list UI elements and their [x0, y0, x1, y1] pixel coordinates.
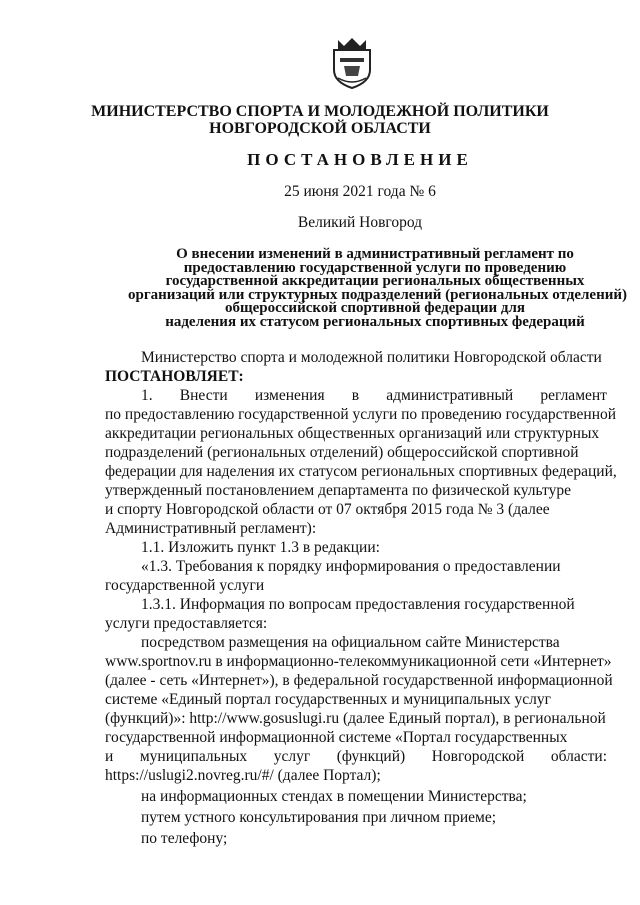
- date-number: 25 июня 2021 года № 6: [284, 183, 436, 200]
- oral-consult-item: путем устного консультирования при личном приеме;: [141, 809, 497, 826]
- word: услуг: [273, 748, 311, 765]
- word: (функций): [336, 748, 406, 765]
- city: Великий Новгород: [297, 214, 423, 231]
- site-line: (функций)»: http://www.gosuslugi.ru (далее Единый портал), в региональной: [105, 710, 606, 727]
- document-subject: [128, 246, 627, 330]
- ministry-name: [0, 103, 640, 137]
- subject-line: общероссийской спортивной федерации для: [224, 300, 526, 316]
- document-body: [105, 348, 617, 848]
- word: и: [105, 748, 114, 765]
- site-line: (далее - сеть «Интернет»), в федеральной государственной информационной: [105, 672, 613, 689]
- word: Внести: [179, 387, 228, 404]
- subject-line: О внесении изменений в административный регламент по: [176, 246, 574, 262]
- paragraph-1-3-line-2: государственной услуги: [105, 577, 265, 594]
- word: в: [351, 387, 360, 404]
- paragraph-1-line: федерации для наделения их статусом региональных спортивных федераций,: [105, 463, 617, 480]
- word: Новгородской: [431, 748, 525, 765]
- word: административный: [386, 387, 514, 404]
- site-line: www.sportnov.ru в информационно-телекоммуникационной сети «Интернет»: [105, 653, 612, 670]
- subject-line: государственной аккредитации региональных общественных: [165, 273, 585, 289]
- word: муниципальных: [139, 748, 248, 765]
- paragraph-1-line: и спорту Новгородской области от 07 октября 2015 года № 3 (далее: [105, 501, 550, 518]
- paragraph-1-1: 1.1. Изложить пункт 1.3 в редакции:: [141, 539, 380, 556]
- word: области:: [550, 748, 607, 765]
- subject-line: наделения их статусом региональных спортивных федераций: [165, 313, 585, 330]
- stands-item: на информационных стендах в помещении Министерства;: [141, 788, 527, 805]
- word: 1.: [141, 387, 153, 404]
- portal-url-line: https://uslugi2.novreg.ru/#/ (далее Портал);: [105, 767, 381, 784]
- intro-line: Министерство спорта и молодежной политики Новгородской области: [141, 349, 602, 366]
- word: регламент: [540, 387, 607, 404]
- subject-line: организаций или структурных подразделений (региональных отделений): [128, 286, 627, 303]
- subject-line: предоставлению государственной услуги по проведению: [183, 259, 567, 276]
- paragraph-1-line: по предоставлению государственной услуги по проведению государственной: [105, 406, 617, 423]
- word: изменения: [254, 387, 325, 404]
- ministry-line-2: НОВГОРОДСКОЙ ОБЛАСТИ: [209, 120, 431, 137]
- paragraph-1-line: утвержденный постановлением департамента по физической культуре: [105, 482, 571, 499]
- paragraph-1-first-line: [105, 386, 607, 405]
- site-line: системе «Единый портал государственных и муниципальных услуг: [105, 691, 552, 708]
- coat-of-arms-icon: [330, 36, 374, 90]
- decree-word: ПОСТАНОВЛЯЕТ:: [105, 368, 244, 385]
- paragraph-1-3-line-1: «1.3. Требования к порядку информирования о предоставлении: [141, 558, 561, 575]
- paragraph-1-line: аккредитации региональных общественных организаций или структурных: [105, 425, 600, 442]
- site-line: посредством размещения на официальном сайте Министерства: [141, 634, 560, 651]
- paragraph-1-3-1-line-2: услуги предоставляется:: [105, 615, 268, 632]
- paragraph-1-line: Административный регламент):: [105, 520, 317, 537]
- phone-item: по телефону;: [141, 830, 228, 847]
- paragraph-1-3-1-line-1: 1.3.1. Информация по вопросам предоставления государственной: [141, 596, 575, 613]
- municipal-line: [105, 747, 607, 766]
- site-line: государственной информационной системе «Портал государственных: [105, 729, 568, 746]
- document-type: ПОСТАНОВЛЕНИЕ: [247, 150, 473, 169]
- ministry-line-1: МИНИСТЕРСТВО СПОРТА И МОЛОДЕЖНОЙ ПОЛИТИКИ: [91, 103, 549, 120]
- paragraph-1-line: подразделений (региональных отделений) общероссийской спортивной: [105, 444, 579, 461]
